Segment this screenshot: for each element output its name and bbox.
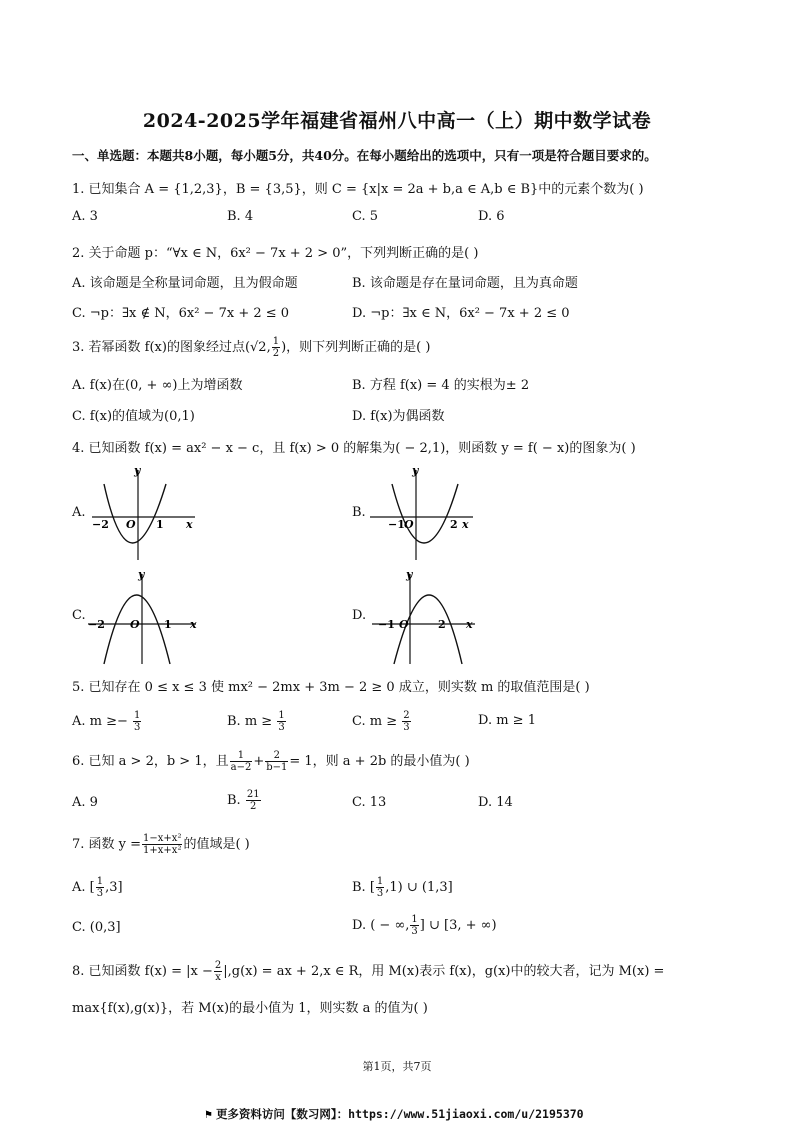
question-3-text bbox=[72, 336, 430, 359]
q4-graph-b bbox=[368, 462, 478, 562]
q3-text-after: )，则下列判断正确的是( ) bbox=[281, 340, 431, 355]
q7-a-prefix: A. [ bbox=[72, 880, 95, 895]
q1-option-d[interactable]: D. 6 bbox=[478, 209, 505, 224]
graph-a-tick-left: −2 bbox=[92, 518, 109, 531]
graph-a-tick-right: 1 bbox=[156, 518, 164, 531]
q6-f2-num: 2 bbox=[265, 750, 288, 762]
q8-fraction bbox=[214, 960, 222, 983]
graph-b-y-label: y bbox=[412, 464, 419, 477]
q5-c-den: 3 bbox=[403, 722, 410, 733]
q7-option-a[interactable] bbox=[72, 876, 123, 899]
q7-option-d[interactable] bbox=[352, 914, 497, 937]
graph-d-y-label: y bbox=[406, 568, 413, 581]
q6-f2-den: b−1 bbox=[266, 762, 288, 773]
q7-num: 1−x+x² bbox=[143, 833, 182, 844]
q7-den: 1+x+x² bbox=[143, 845, 182, 856]
resource-link[interactable] bbox=[205, 1106, 584, 1122]
graph-b-origin: O bbox=[404, 518, 414, 531]
q6-f1-den: a−2 bbox=[230, 762, 252, 773]
graph-d-origin: O bbox=[399, 618, 409, 631]
q4-option-d[interactable]: D. bbox=[352, 608, 367, 623]
q6-b-prefix: B. bbox=[227, 793, 245, 808]
q6-option-d[interactable]: D. 14 bbox=[478, 795, 513, 810]
q7-a-suffix: ,3] bbox=[105, 880, 123, 895]
q8-prefix: 8. 已知函数 f(x) = |x − bbox=[72, 964, 213, 979]
q6-option-c[interactable]: C. 13 bbox=[352, 795, 387, 810]
q5-c-num: 2 bbox=[403, 710, 410, 721]
q6-fraction-1 bbox=[230, 750, 253, 773]
q7-suffix: 的值域是( ) bbox=[183, 837, 250, 852]
graph-a-x-label: x bbox=[186, 518, 193, 531]
section-heading: 一、单选题：本题共8小题，每小题5分，共40分。在每小题给出的选项中，只有一项是符合题目要求的。 bbox=[72, 148, 657, 163]
q7-prefix: 7. 函数 y = bbox=[72, 837, 142, 852]
q3-option-b[interactable]: B. 方程 f(x) = 4 的实根为± 2 bbox=[352, 378, 530, 393]
q6-suffix: = 1，则 a + 2b 的最小值为( ) bbox=[289, 754, 470, 769]
graph-d-tick-left: −1 bbox=[378, 618, 395, 631]
q6-option-b[interactable] bbox=[227, 789, 262, 812]
question-4-text: 4. 已知函数 f(x) = ax² − x − c，且 f(x) > 0 的解集为( − 2,1)，则函数 y = f( − x)的图象为( ) bbox=[72, 441, 636, 456]
graph-c-y-label: y bbox=[138, 568, 145, 581]
q7-d-fraction bbox=[410, 914, 418, 937]
q7-a-fraction bbox=[96, 876, 104, 899]
q1-option-b[interactable]: B. 4 bbox=[227, 209, 254, 224]
q7-d-prefix: D. ( − ∞, bbox=[352, 918, 410, 933]
q7-d-num: 1 bbox=[411, 914, 418, 925]
flag-icon: ⚑ bbox=[205, 1107, 212, 1121]
q7-d-suffix: ] ∪ [3, + ∞) bbox=[419, 918, 497, 933]
q3-fraction bbox=[272, 336, 280, 359]
q6-b-den: 2 bbox=[250, 801, 257, 812]
q5-a-prefix: A. m ≥− bbox=[72, 714, 133, 729]
q4-option-b[interactable]: B. bbox=[352, 505, 366, 520]
q5-c-fraction bbox=[402, 710, 410, 733]
q4-option-c[interactable]: C. bbox=[72, 608, 86, 623]
question-1-text: 1. 已知集合 A = {1,2,3}，B = {3,5}，则 C = {x|x = 2a + b,a ∈ A,b ∈ B}中的元素个数为( ) bbox=[72, 182, 644, 197]
q7-b-prefix: B. [ bbox=[352, 880, 375, 895]
graph-a-origin: O bbox=[126, 518, 136, 531]
q8-suffix: |,g(x) = ax + 2,x ∈ R，用 M(x)表示 f(x)，g(x)中的较大者，记为 M(x) = bbox=[223, 964, 665, 979]
q5-a-num: 1 bbox=[134, 710, 141, 721]
question-8-line2: max{f(x),g(x)}，若 M(x)的最小值为 1，则实数 a 的值为( ) bbox=[72, 1001, 428, 1016]
question-6-text bbox=[72, 750, 470, 773]
question-5-text: 5. 已知存在 0 ≤ x ≤ 3 使 mx² − 2mx + 3m − 2 ≥ 0 成立，则实数 m 的取值范围是( ) bbox=[72, 680, 590, 695]
q4-option-a[interactable]: A. bbox=[72, 505, 86, 520]
graph-c-tick-right: 1 bbox=[164, 618, 172, 631]
graph-d-x-label: x bbox=[466, 618, 473, 631]
q5-b-prefix: B. m ≥ bbox=[227, 714, 277, 729]
q7-b-num: 1 bbox=[376, 876, 384, 887]
q6-plus: + bbox=[253, 754, 265, 769]
question-2-text: 2. 关于命题 p：“∀x ∈ N，6x² − 7x + 2 > 0”，下列判断正确的是( ) bbox=[72, 246, 479, 261]
q7-b-den: 3 bbox=[376, 888, 384, 899]
q3-option-d[interactable]: D. f(x)为偶函数 bbox=[352, 409, 445, 424]
q6-b-fraction bbox=[246, 789, 261, 812]
q5-option-a[interactable] bbox=[72, 710, 142, 733]
q6-prefix: 6. 已知 a > 2，b > 1，且 bbox=[72, 754, 229, 769]
graph-c-origin: O bbox=[130, 618, 140, 631]
graph-a-y-label: y bbox=[134, 464, 141, 477]
q4-graph-a bbox=[90, 462, 200, 562]
q5-a-den: 3 bbox=[134, 722, 141, 733]
q5-option-c[interactable] bbox=[352, 710, 412, 733]
q7-fraction bbox=[142, 833, 182, 856]
q7-a-den: 3 bbox=[96, 888, 104, 899]
question-7-text bbox=[72, 833, 250, 856]
graph-c-x-label: x bbox=[190, 618, 197, 631]
q3-text-before: 3. 若幂函数 f(x)的图象经过点(√2, bbox=[72, 340, 271, 355]
graph-b-tick-left: −1 bbox=[388, 518, 405, 531]
q5-b-fraction bbox=[277, 710, 285, 733]
page-number: 第1页，共7页 bbox=[362, 1060, 432, 1073]
q3-frac-num: 1 bbox=[272, 336, 280, 347]
page-title: 2024-2025学年福建省福州八中高一（上）期中数学试卷 bbox=[142, 110, 652, 132]
q6-f1-num: 1 bbox=[230, 750, 253, 762]
q6-b-num: 21 bbox=[246, 789, 260, 800]
graph-d-tick-right: 2 bbox=[438, 618, 446, 631]
q7-b-fraction bbox=[376, 876, 384, 899]
q3-frac-den: 2 bbox=[272, 348, 280, 359]
q1-option-c[interactable]: C. 5 bbox=[352, 209, 379, 224]
q4-graph-d bbox=[370, 566, 480, 666]
graph-b-x-label: x bbox=[462, 518, 469, 531]
q2-option-b[interactable]: B. 该命题是存在量词命题，且为真命题 bbox=[352, 276, 578, 291]
q3-option-c[interactable]: C. f(x)的值域为(0,1) bbox=[72, 409, 195, 424]
graph-b-tick-right: 2 bbox=[450, 518, 458, 531]
q8-den: x bbox=[215, 972, 221, 983]
q7-a-num: 1 bbox=[96, 876, 104, 887]
q2-option-d[interactable]: D. ¬p：∃x ∈ N，6x² − 7x + 2 ≤ 0 bbox=[352, 306, 570, 321]
q3-option-a[interactable]: A. f(x)在(0, + ∞)上为增函数 bbox=[72, 378, 243, 393]
q4-graph-c bbox=[86, 566, 201, 666]
q5-option-b[interactable] bbox=[227, 710, 287, 733]
q5-option-d[interactable]: D. m ≥ 1 bbox=[478, 713, 536, 728]
resource-link-text[interactable]: 更多资料访问【数习网】：https://www.51jiaoxi.com/u/2195370 bbox=[215, 1107, 584, 1121]
q7-d-den: 3 bbox=[411, 926, 418, 937]
q6-option-a[interactable]: A. 9 bbox=[72, 795, 98, 810]
q7-option-b[interactable] bbox=[352, 876, 453, 899]
q2-option-a[interactable]: A. 该命题是全称量词命题，且为假命题 bbox=[72, 276, 298, 291]
q5-c-prefix: C. m ≥ bbox=[352, 714, 402, 729]
q1-option-a[interactable]: A. 3 bbox=[72, 209, 98, 224]
q8-num: 2 bbox=[214, 960, 222, 971]
q7-option-c[interactable]: C. (0,3] bbox=[72, 920, 121, 935]
question-8-text bbox=[72, 960, 664, 983]
q5-b-num: 1 bbox=[278, 710, 285, 721]
q2-option-c[interactable]: C. ¬p：∃x ∉ N，6x² − 7x + 2 ≤ 0 bbox=[72, 306, 290, 321]
q5-b-den: 3 bbox=[278, 722, 285, 733]
q5-a-fraction bbox=[133, 710, 141, 733]
q6-fraction-2 bbox=[265, 750, 288, 773]
q7-b-suffix: ,1) ∪ (1,3] bbox=[385, 880, 453, 895]
graph-c-tick-left: −2 bbox=[88, 618, 105, 631]
